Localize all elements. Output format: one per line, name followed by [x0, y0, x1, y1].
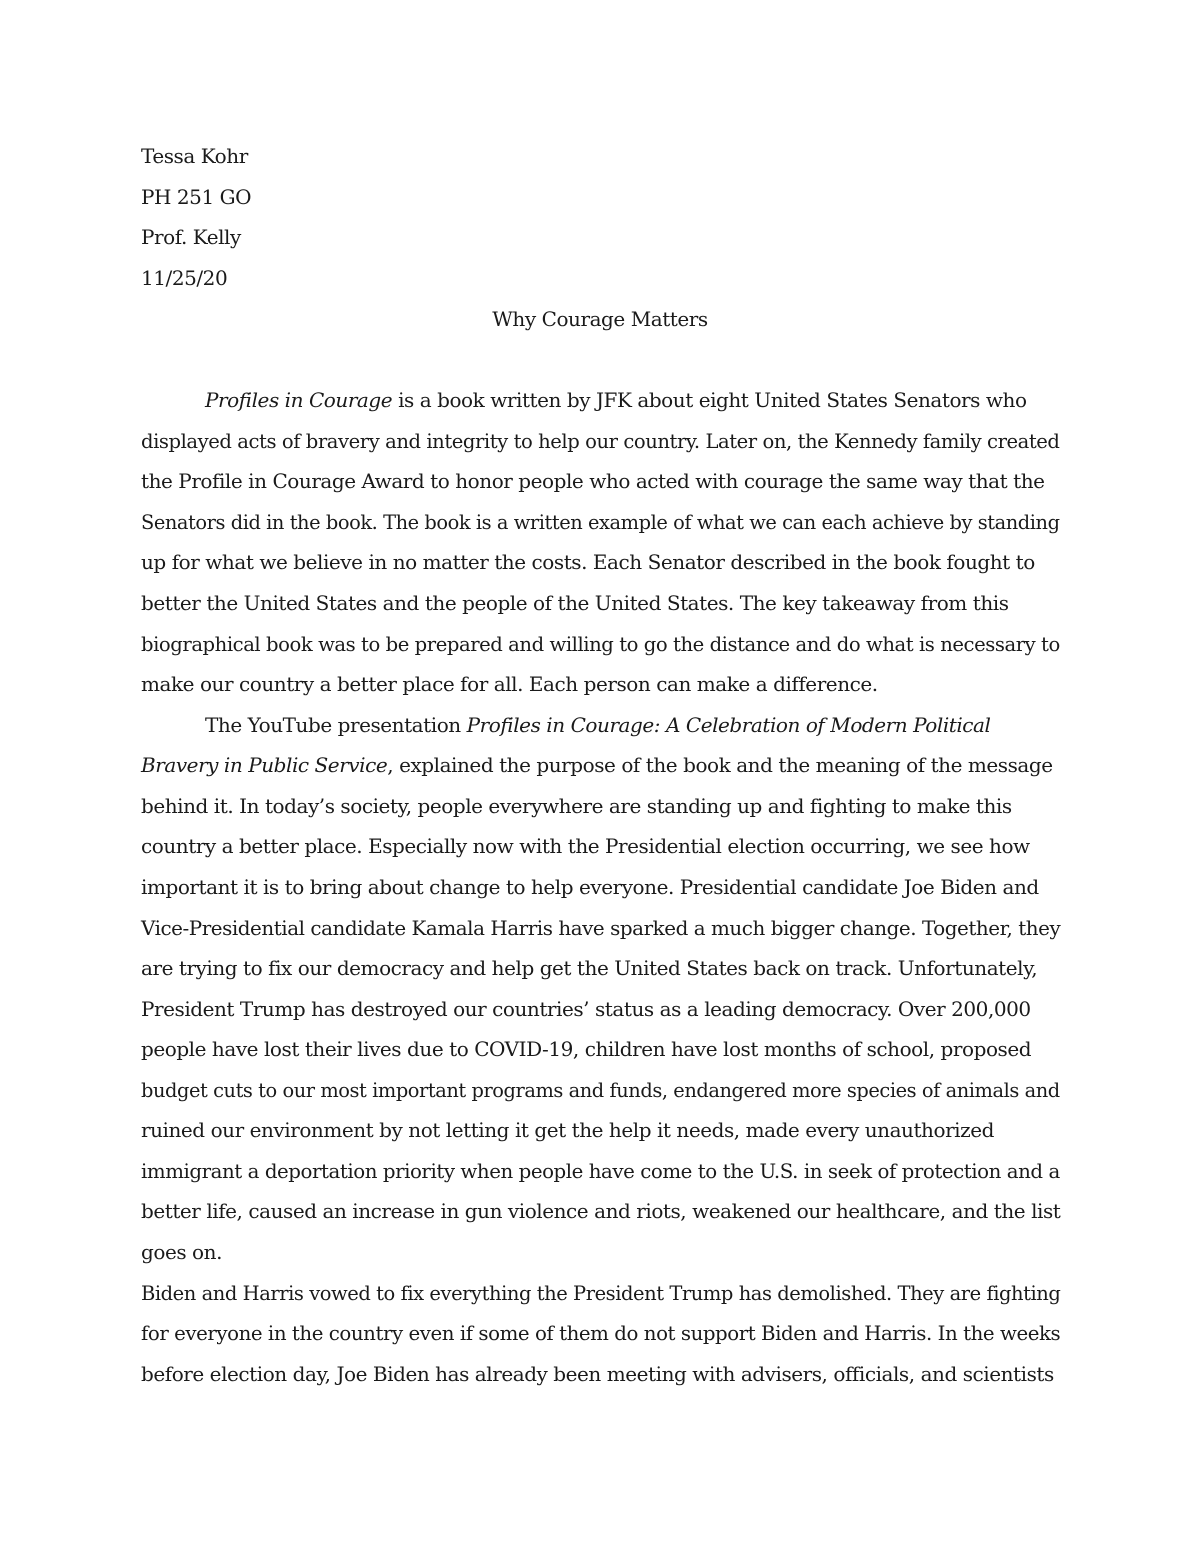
paragraph-line: behind it. In today’s society, people everywhere are standing up and fighting to make this [141, 794, 1012, 818]
paragraph-line: important it is to bring about change to help everyone. Presidential candidate Joe Biden and [141, 875, 1039, 899]
paragraph-line: the Profile in Courage Award to honor people who acted with courage the same way that the [141, 469, 1045, 493]
paragraph-line: Vice-Presidential candidate Kamala Harris have sparked a much bigger change. Together, they [141, 916, 1061, 940]
paragraph-line: Biden and Harris vowed to fix everything the President Trump has demolished. They are fighting [141, 1281, 1061, 1305]
date: 11/25/20 [141, 266, 228, 290]
paragraph-line: are trying to fix our democracy and help get the United States back on track. Unfortunately, [141, 956, 1038, 980]
paragraph-line: Senators did in the book. The book is a written example of what we can each achieve by standing [141, 510, 1060, 534]
paragraph-line: make our country a better place for all. Each person can make a difference. [141, 672, 878, 696]
author-name: Tessa Kohr [141, 144, 248, 168]
presentation-title: Profiles in Courage: A Celebration of Modern Political [466, 713, 991, 737]
professor-name: Prof. Kelly [141, 225, 241, 249]
paragraph-line: up for what we believe in no matter the costs. Each Senator described in the book fought to [141, 550, 1035, 574]
paragraph-line: President Trump has destroyed our countries’ status as a leading democracy. Over 200,000 [141, 997, 1031, 1021]
book-title: Profiles in Courage [205, 388, 393, 412]
paragraph-line: goes on. [141, 1240, 222, 1264]
essay-title: Why Courage Matters [492, 307, 708, 331]
paragraph-line: ruined our environment by not letting it get the help it needs, made every unauthorized [141, 1118, 994, 1142]
presentation-title-cont: Bravery in Public Service [141, 753, 388, 777]
paragraph-line: immigrant a deportation priority when people have come to the U.S. in seek of protection and a [141, 1159, 1060, 1183]
paragraph-line: before election day, Joe Biden has already been meeting with advisers, officials, and scientists [141, 1362, 1054, 1386]
paragraph-line: for everyone in the country even if some of them do not support Biden and Harris. In the weeks [141, 1321, 1061, 1345]
paragraph-line: displayed acts of bravery and integrity to help our country. Later on, the Kennedy family created [141, 429, 1060, 453]
paragraph-line: The YouTube presentation Profiles in Courage: A Celebration of Modern Political [205, 713, 991, 737]
paragraph-line: people have lost their lives due to COVID-19, children have lost months of school, proposed [141, 1037, 1032, 1061]
paragraph-line: biographical book was to be prepared and willing to go the distance and do what is necessary to [141, 632, 1060, 656]
paragraph-line: Bravery in Public Service, explained the purpose of the book and the meaning of the message [141, 753, 1053, 777]
paragraph-line: country a better place. Especially now with the Presidential election occurring, we see how [141, 834, 1030, 858]
paragraph-line: Profiles in Courage is a book written by JFK about eight United States Senators who [205, 388, 1027, 412]
paragraph-line: better the United States and the people of the United States. The key takeaway from this [141, 591, 1009, 615]
paragraph-line: better life, caused an increase in gun violence and riots, weakened our healthcare, and the list [141, 1199, 1061, 1223]
course-code: PH 251 GO [141, 185, 252, 209]
paragraph-line: budget cuts to our most important programs and funds, endangered more species of animals and [141, 1078, 1060, 1102]
